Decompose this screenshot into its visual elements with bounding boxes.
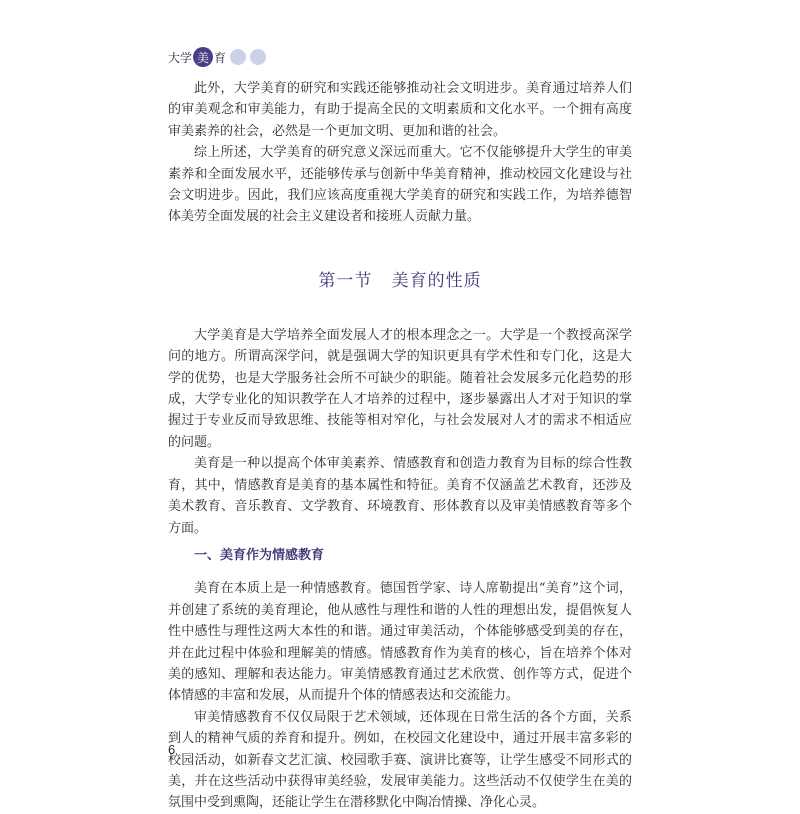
subheading: 一、美育作为情感教育 [194,547,325,563]
paragraph: 审美情感教育不仅仅局限于艺术领域，还体现在日常生活的各个方面，关系到人的精神气质的养育和提升。例如，在校园文化建设中，通过开展丰富多彩的校园活动，如新春文艺汇演、校园歌手赛、演讲比赛等，让学生感受不同形式的美，并在这些活动中获得审美经验，发展审美能力。这些活动不仅使学生在美的氛围中受到熏陶，还能让学生在潜移默化中陶冶情操、净化心灵。 [168,709,632,811]
header-decor-dot-1 [230,49,246,65]
paragraph: 大学美育是大学培养全面发展人才的根本理念之一。大学是一个教授高深学问的地方。所谓高深学问，就是强调大学的知识更具有学术性和专门化，这是大学的优势，也是大学服务社会所不可缺少的职能。随着社会发展多元化趋势的形成，大学专业化的知识教学在人才培养的过程中，逐步暴露出人才对于知识的掌握过于专业反而导致思维、技能等相对窄化，与社会发展对人才的需求不相适应的问题。 [168,327,632,450]
header-mei-badge: 美 [193,47,213,67]
header-text-before: 大学 [168,50,193,65]
paragraph: 美育是一种以提高个体审美素养、情感教育和创造力教育为目标的综合性教育，其中，情感教育是美育的基本属性和特征。美育不仅涵盖艺术教育，还涉及美术教育、音乐教育、文学教育、环境教育、形体教育以及审美情感教育等多个方面。 [168,456,632,536]
section-title: 第一节 美育的性质 [318,270,482,291]
page-body [168,78,632,814]
header-book-title [168,47,226,67]
paragraph: 美育在本质上是一种情感教育。德国哲学家、诗人席勒提出“美育”这个词，并创建了系统的美育理论，他从感性与理性和谐的人性的理想出发，提倡恢复人性中感性与理性这两大本性的和谐。通过审美活动，个体能够感受到美的存在，并在此过程中体验和理解美的情感。情感教育作为美育的核心，旨在培养个体对美的感知、理解和表达能力。审美情感教育通过艺术欣赏、创作等方式，促进个体情感的丰富和发展，从而提升个体的情感表达和交流能力。 [168,581,632,704]
running-header [168,44,266,70]
page-number: 6 [168,742,176,757]
header-decor-dot-2 [250,49,266,65]
header-text-after: 育 [214,50,227,65]
paragraph: 综上所述，大学美育的研究意义深远而重大。它不仅能够提升大学生的审美素养和全面发展水平，还能够传承与创新中华美育精神，推动校园文化建设与社会文明进步。因此，我们应该高度重视大学美育的研究和实践工作，为培养德智体美劳全面发展的社会主义建设者和接班人贡献力量。 [168,145,632,225]
paragraph: 此外，大学美育的研究和实践还能够推动社会文明进步。美育通过培养人们的审美观念和审美能力，有助于提高全民的文明素质和文化水平。一个拥有高度审美素养的社会，必然是一个更加文明、更加和谐的社会。 [168,81,632,139]
